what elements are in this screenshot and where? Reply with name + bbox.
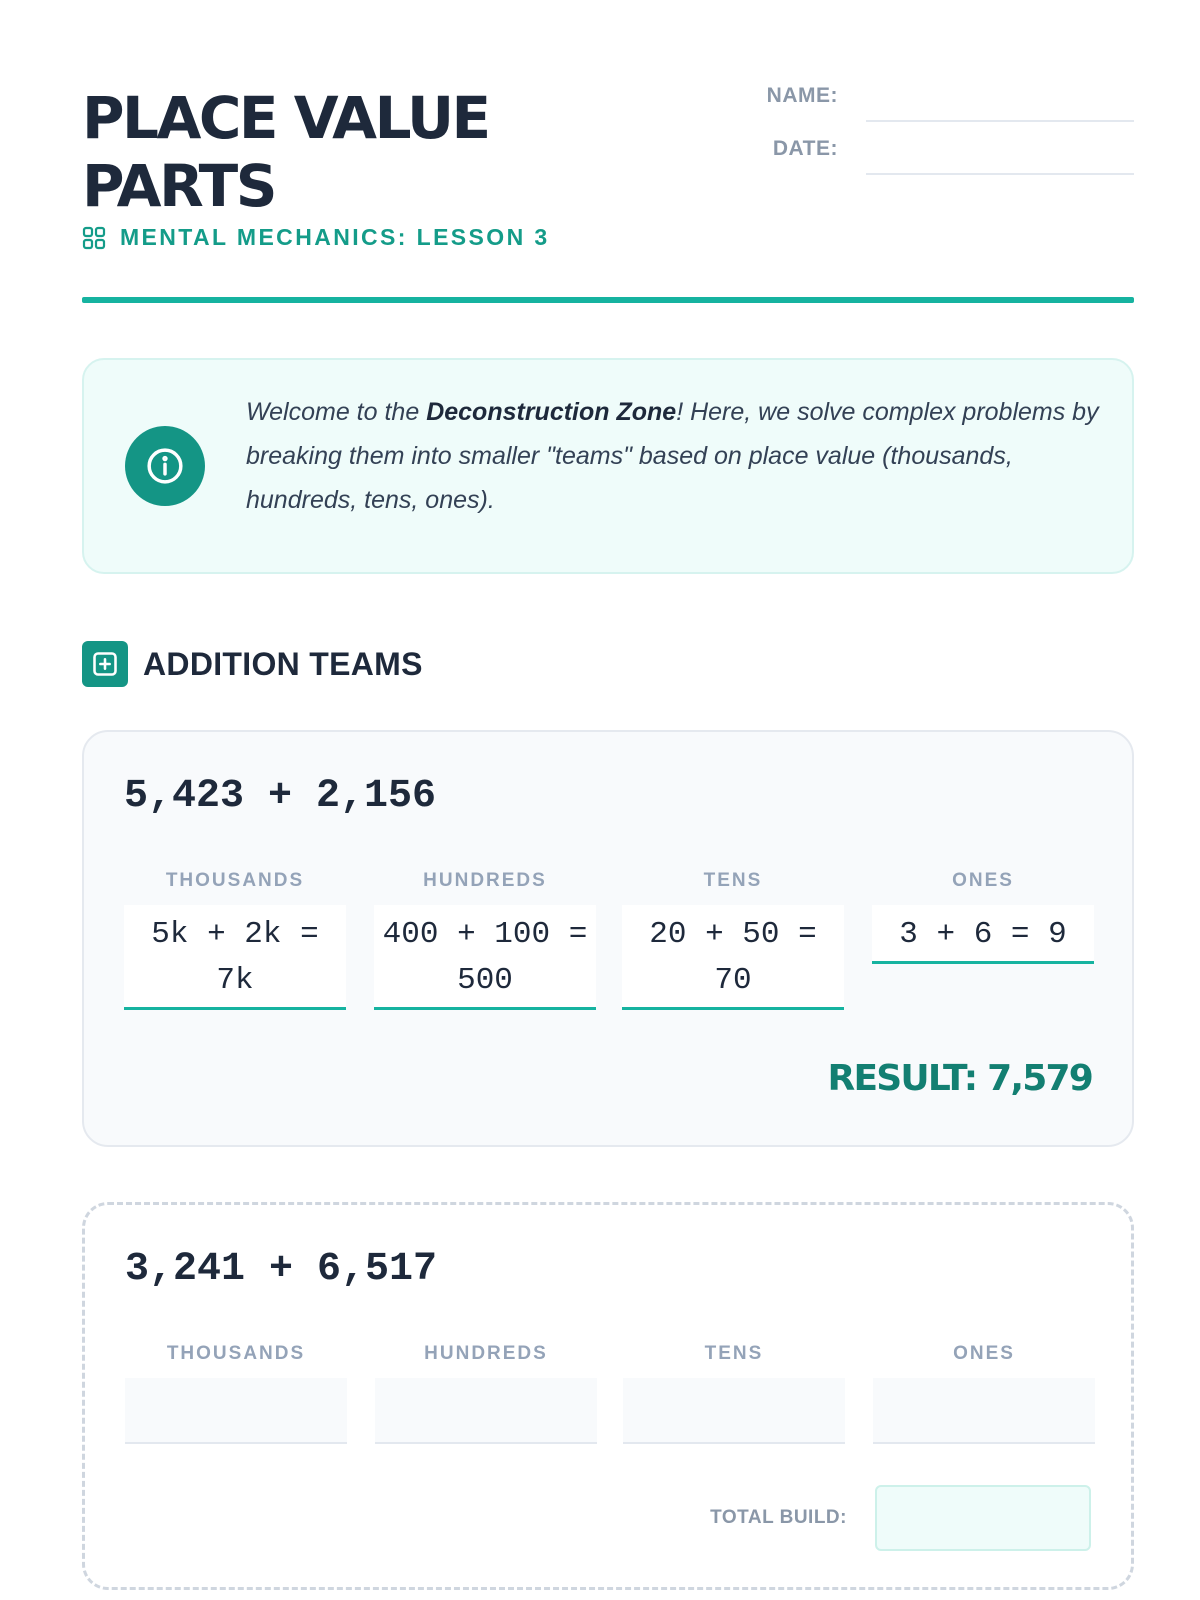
example-problem: 5,423 + 2,156 bbox=[124, 774, 437, 819]
column-label: ONES bbox=[952, 870, 1014, 891]
grid-icon bbox=[82, 226, 106, 250]
total-build-row bbox=[710, 1485, 1091, 1551]
column-label: THOUSANDS bbox=[165, 870, 305, 891]
column-work: 5k + 2k = 7k bbox=[124, 905, 346, 1010]
hundreds-column bbox=[374, 870, 596, 1010]
column-work: 400 + 100 = 500 bbox=[374, 905, 596, 1010]
ones-answer-box[interactable] bbox=[873, 1378, 1095, 1444]
date-field[interactable] bbox=[682, 137, 1134, 161]
date-line[interactable] bbox=[866, 173, 1134, 175]
column-label: TENS bbox=[703, 870, 763, 891]
section-title: ADDITION TEAMS bbox=[143, 645, 423, 682]
total-build-label: TOTAL BUILD: bbox=[710, 1507, 847, 1528]
thousands-answer-box[interactable] bbox=[125, 1378, 347, 1444]
worksheet-page bbox=[82, 0, 1134, 1600]
info-box bbox=[82, 358, 1134, 574]
tens-answer-box[interactable] bbox=[623, 1378, 845, 1444]
name-line[interactable] bbox=[866, 120, 1134, 122]
title-line-2: PARTS bbox=[82, 152, 275, 220]
info-highlight: Deconstruction Zone bbox=[426, 398, 677, 426]
subtitle-text: MENTAL MECHANICS: LESSON 3 bbox=[120, 224, 550, 250]
example-columns bbox=[124, 870, 1094, 1000]
lesson-subtitle bbox=[82, 224, 550, 251]
ones-column bbox=[873, 1343, 1095, 1444]
column-work: 3 + 6 = 9 bbox=[872, 905, 1094, 964]
column-label: HUNDREDS bbox=[423, 870, 547, 891]
example-card bbox=[82, 730, 1134, 1147]
header-divider bbox=[82, 297, 1134, 303]
name-label: NAME: bbox=[766, 84, 838, 107]
column-label: ONES bbox=[953, 1343, 1015, 1364]
tens-column bbox=[623, 1343, 845, 1444]
total-build-box[interactable] bbox=[875, 1485, 1091, 1551]
practice-columns bbox=[125, 1343, 1095, 1473]
info-icon bbox=[125, 426, 205, 506]
column-label: HUNDREDS bbox=[424, 1343, 548, 1364]
hundreds-answer-box[interactable] bbox=[375, 1378, 597, 1444]
example-result: RESULT: 7,579 bbox=[827, 1058, 1092, 1099]
practice-card bbox=[82, 1202, 1134, 1590]
date-label: DATE: bbox=[772, 137, 838, 160]
hundreds-column bbox=[375, 1343, 597, 1444]
practice-problem: 3,241 + 6,517 bbox=[125, 1247, 438, 1292]
ones-column bbox=[872, 870, 1094, 964]
name-field[interactable] bbox=[682, 84, 1134, 108]
thousands-column bbox=[124, 870, 346, 1010]
tens-column bbox=[622, 870, 844, 1010]
column-label: TENS bbox=[704, 1343, 764, 1364]
thousands-column bbox=[125, 1343, 347, 1444]
column-work: 20 + 50 = 70 bbox=[622, 905, 844, 1010]
plus-square-icon bbox=[82, 641, 128, 687]
info-text: Welcome to the Deconstruction Zone! Here, we solve complex problems by breaking them into smaller "teams" based on place value (thousands, hundreds, tens, ones). bbox=[246, 398, 1099, 514]
title-line-1: PLACE VALUE bbox=[82, 84, 489, 152]
section-heading bbox=[82, 641, 423, 687]
column-label: THOUSANDS bbox=[166, 1343, 306, 1364]
page-title bbox=[82, 84, 642, 220]
